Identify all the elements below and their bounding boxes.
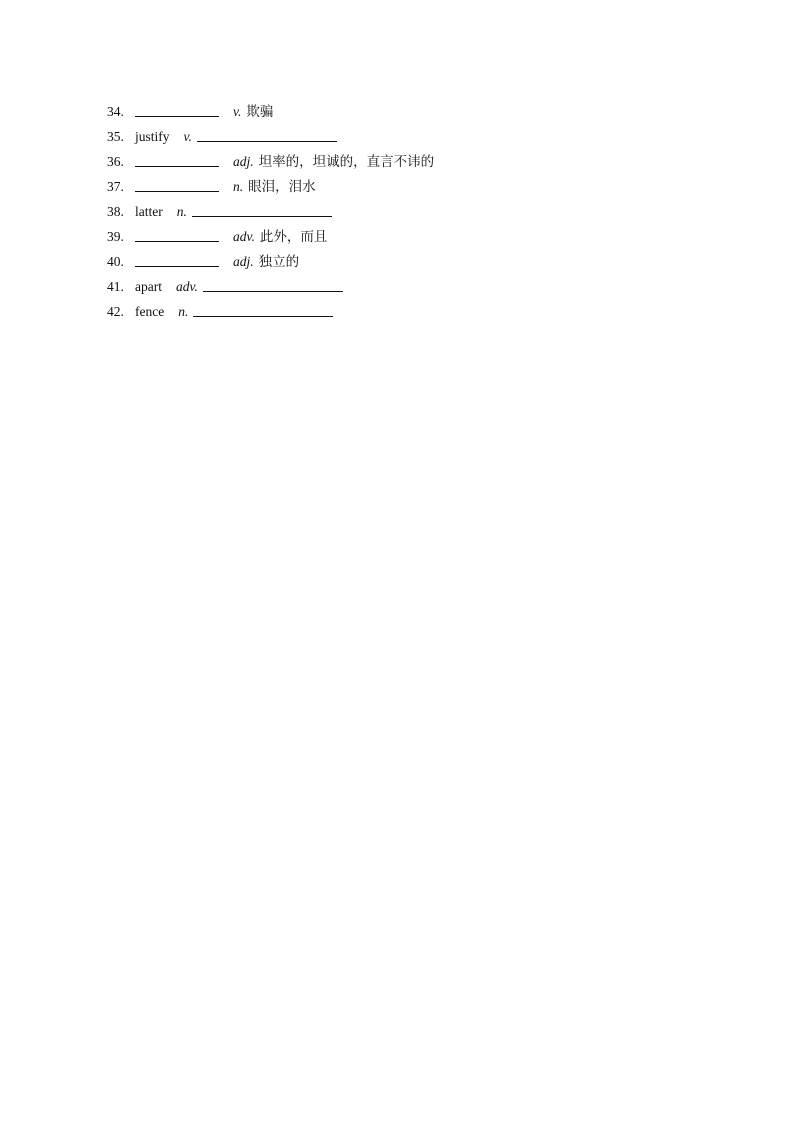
english-word: fence xyxy=(135,304,165,319)
item-number: 39. xyxy=(107,229,124,244)
vocab-item xyxy=(107,298,333,320)
answer-blank[interactable] xyxy=(135,177,219,192)
english-word: justify xyxy=(135,129,170,144)
item-number: 35. xyxy=(107,129,124,144)
vocab-item xyxy=(107,198,332,220)
item-number: 41. xyxy=(107,279,124,294)
meaning-text: 欺骗 xyxy=(246,104,274,120)
answer-blank[interactable] xyxy=(135,102,219,117)
answer-blank[interactable] xyxy=(193,302,333,317)
english-word: apart xyxy=(135,279,162,294)
item-number: 37. xyxy=(107,179,124,194)
part-of-speech: adj. xyxy=(233,154,254,169)
answer-blank[interactable] xyxy=(135,152,219,167)
meaning-text: 坦率的，坦诚的，直言不讳的 xyxy=(258,154,435,170)
english-word: latter xyxy=(135,204,163,219)
vocab-item xyxy=(107,273,343,295)
vocab-item xyxy=(107,223,327,245)
part-of-speech: v. xyxy=(233,104,242,119)
vocab-item xyxy=(107,148,434,170)
part-of-speech: v. xyxy=(183,129,192,144)
vocab-item xyxy=(107,248,299,270)
item-number: 40. xyxy=(107,254,124,269)
part-of-speech: adv. xyxy=(175,279,198,294)
answer-blank[interactable] xyxy=(135,227,219,242)
answer-blank[interactable] xyxy=(135,252,219,267)
answer-blank[interactable] xyxy=(197,127,337,142)
part-of-speech: n. xyxy=(178,304,189,319)
part-of-speech: n. xyxy=(233,179,244,194)
part-of-speech: adj. xyxy=(233,254,254,269)
item-number: 34. xyxy=(107,104,124,119)
item-number: 42. xyxy=(107,304,124,319)
meaning-text: 独立的 xyxy=(258,254,300,270)
vocab-item xyxy=(107,123,337,145)
meaning-text: 眼泪，泪水 xyxy=(248,179,316,195)
part-of-speech: n. xyxy=(176,204,187,219)
vocab-item xyxy=(107,173,316,195)
item-number: 36. xyxy=(107,154,124,169)
meaning-text: 此外，而且 xyxy=(259,229,328,245)
answer-blank[interactable] xyxy=(203,277,343,292)
answer-blank[interactable] xyxy=(192,202,332,217)
part-of-speech: adv. xyxy=(233,229,255,244)
vocab-item xyxy=(107,98,273,120)
item-number: 38. xyxy=(107,204,124,219)
